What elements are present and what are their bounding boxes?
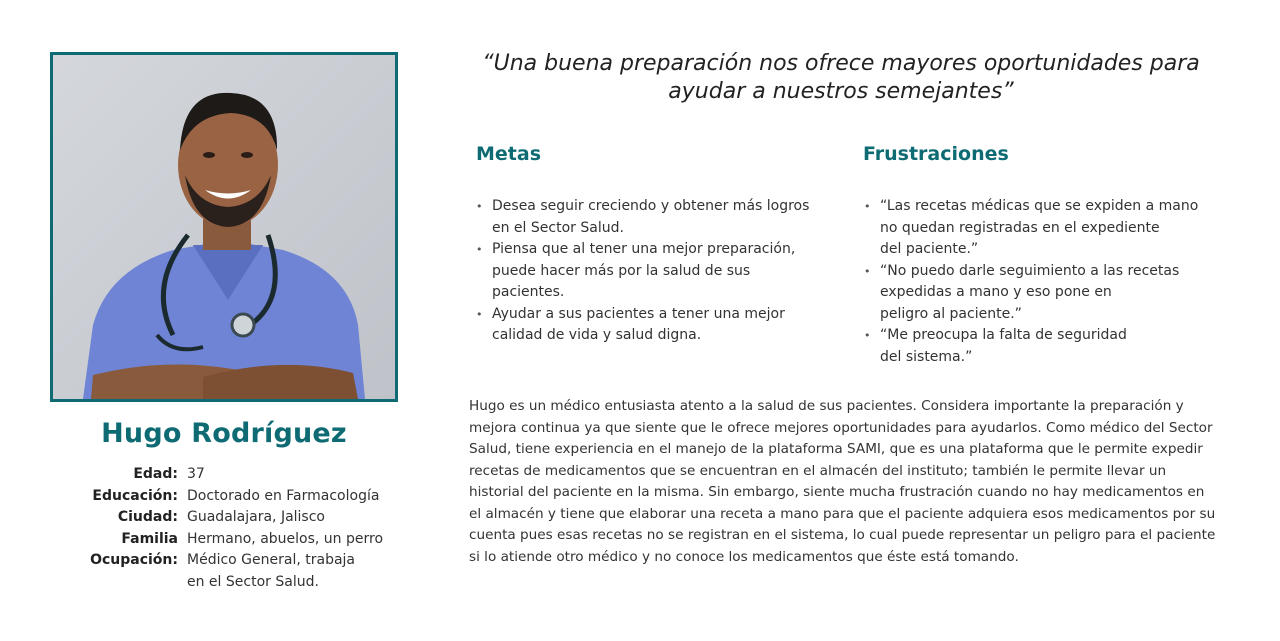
detail-education — [80, 486, 410, 508]
list-item — [474, 239, 824, 304]
list-item — [862, 196, 1207, 261]
detail-value: Doctorado en Farmacología — [187, 487, 380, 504]
frustraciones-list — [862, 196, 1207, 368]
detail-label: Ocupación: — [90, 552, 178, 568]
frustraciones-heading: Frustraciones — [863, 143, 1009, 165]
detail-value: Hermano, abuelos, un perro — [187, 530, 384, 547]
detail-occupation — [80, 550, 410, 593]
list-item — [862, 325, 1207, 368]
detail-label: Familia — [121, 530, 178, 547]
list-item-text: • Ayudar a sus pacientes a tener una mejor calidad de vida y salud digna. — [492, 305, 785, 343]
detail-value: 37 — [187, 466, 205, 482]
detail-age — [80, 464, 410, 486]
detail-city — [80, 507, 410, 529]
persona-details — [80, 464, 410, 593]
detail-label: Edad: — [133, 466, 178, 482]
persona-name: Hugo Rodríguez — [101, 418, 347, 449]
metas-heading: Metas — [476, 143, 542, 165]
detail-value: Médico General, trabaja en el Sector Salud. — [187, 552, 356, 590]
list-item-text: • “Me preocupa la falta de seguridad del sistema.” — [880, 327, 1127, 365]
detail-label: Ciudad: — [117, 509, 178, 525]
list-item-text: • “No puedo darle seguimiento a las recetas expedidas a mano y eso pone en peligro al paciente.” — [880, 262, 1180, 322]
list-item — [474, 196, 824, 239]
list-item — [474, 304, 824, 347]
persona-quote: “Una buena preparación nos ofrece mayores oportunidades para ayudar a nuestros semejantes” — [482, 51, 1200, 104]
detail-value: Guadalajara, Jalisco — [187, 509, 325, 525]
list-item-text: • Desea seguir creciendo y obtener más logros en el Sector Salud. — [492, 198, 810, 236]
detail-label: Educación: — [92, 487, 178, 504]
metas-list — [474, 196, 824, 347]
list-item-text: • Piensa que al tener una mejor preparación, puede hacer más por la salud de sus pacientes. — [492, 241, 796, 300]
detail-family — [80, 529, 410, 551]
persona-bio: Hugo es un médico entusiasta atento a la salud de sus pacientes. Considera importante la preparación y mejora continua ya que siente que le ofrece mejores oportunidades para ayudarlos. Como médico del Sector Salud, tiene experiencia en el manejo de la plataforma SAMI, que es una plataforma que le permite expedir recetas de medicamentos que se encuentran en el almacén del instituto; también le permite llevar un historial del paciente en la misma. Sin embargo, siente mucha frustración cuando no hay medicamentos en el almacén y tiene que elaborar una receta a mano para que el paciente adquiera esos medicamentos por su cuenta pues esas recetas no se registran en el sistema, lo cual puede representar un peligro para el paciente si lo atiende otro médico y no conoce los medicamentos que éste está tomando. — [469, 398, 1216, 565]
list-item — [862, 261, 1207, 326]
person-photo-icon — [53, 55, 395, 399]
list-item-text: • “Las recetas médicas que se expiden a mano no quedan registradas en el expediente del paciente.” — [880, 198, 1199, 257]
persona-photo — [50, 52, 398, 402]
